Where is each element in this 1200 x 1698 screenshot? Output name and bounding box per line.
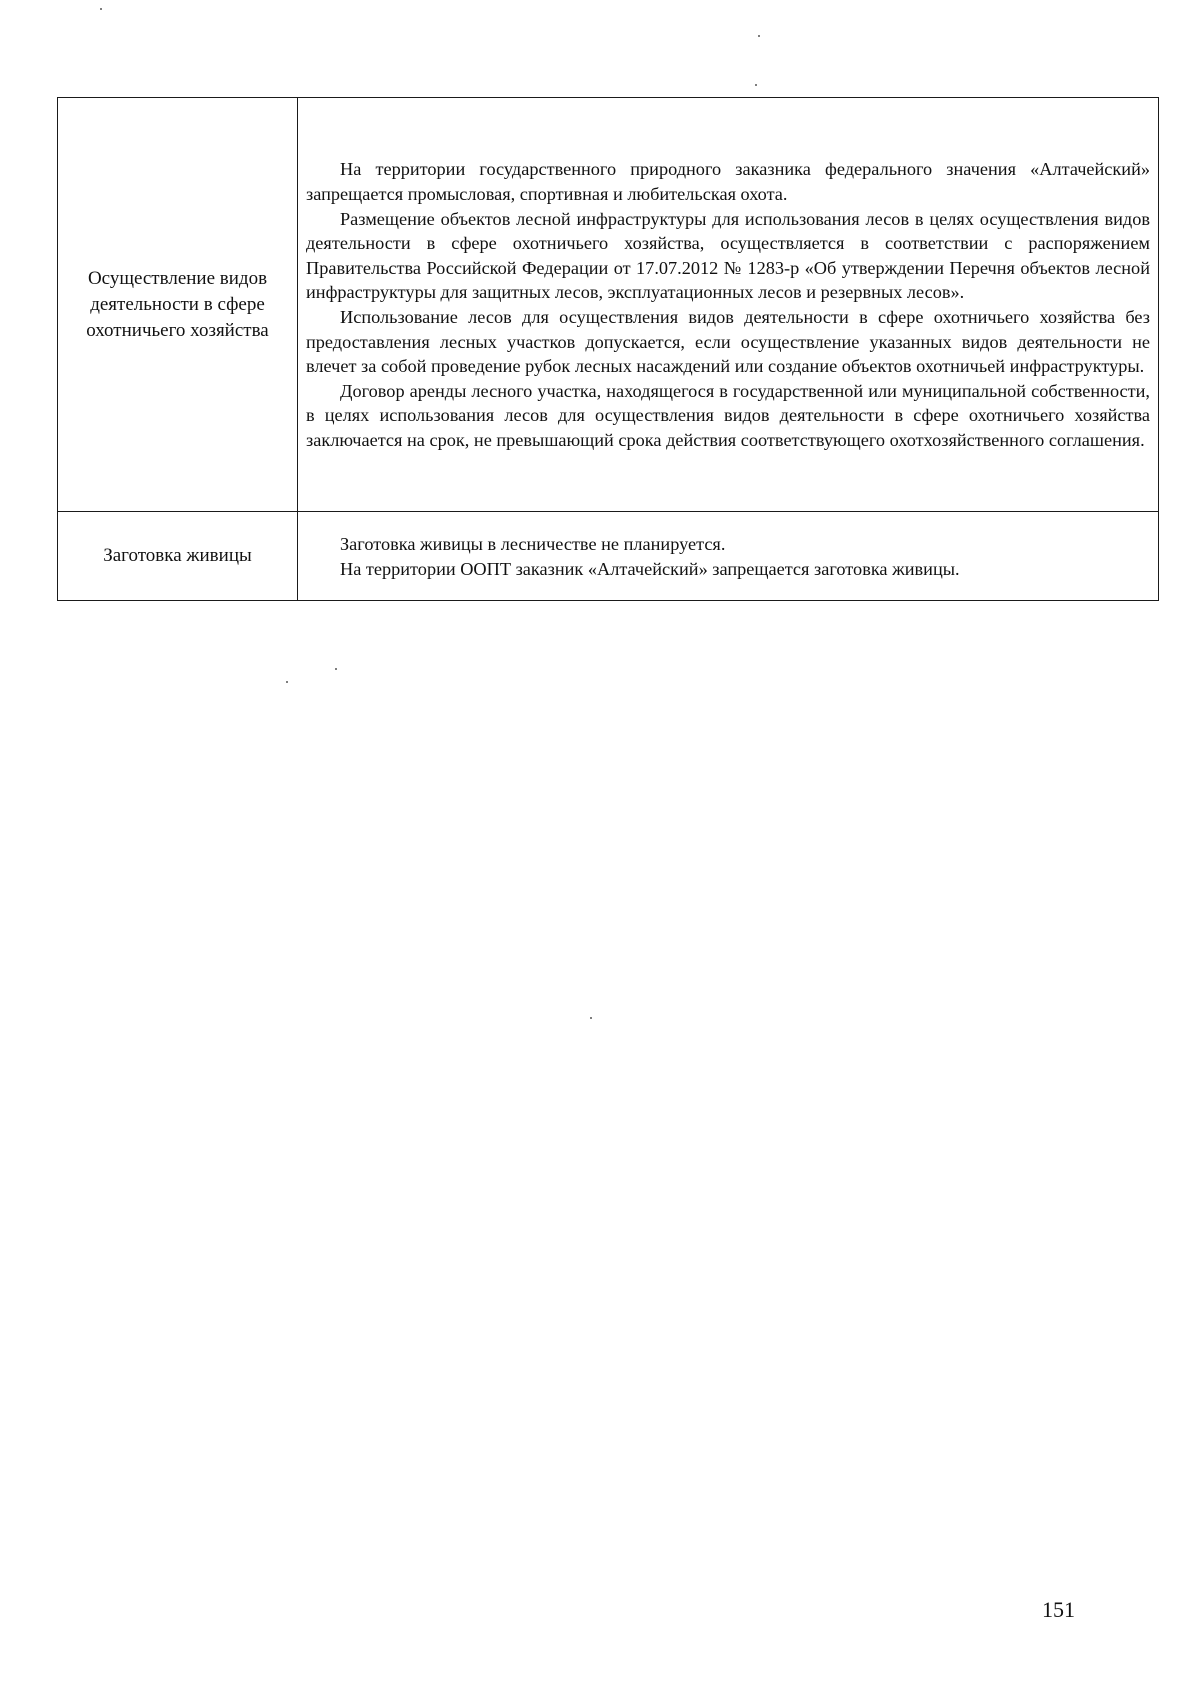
activity-label-cell [58,512,298,601]
regulation-paragraph: Договор аренды лесного участка, находящегося в государственной или муниципальной собственности, в целях использования лесов для осуществления видов деятельности в сфере охотничьего хозяйства заключается на срок, не превышающий срока действия соответствующего охотхозяйственного соглашения. [306,380,1150,450]
regulation-paragraph: Размещение объектов лесной инфраструктуры для использования лесов в целях осуществления видов деятельности в сфере охотничьего хозяйства, осуществляется в соответствии с распоряжением Правительства Российской Федерации от 17.07.2012 № 1283-р «Об утверждении Перечня объектов лесной инфраструктуры для защитных лесов, эксплуатационных лесов и резервных лесов». [306,208,1150,303]
activity-label: Заготовка живицы [103,545,252,566]
table-row [58,98,1159,512]
regulation-text-cell [298,512,1159,601]
regulation-paragraph: Использование лесов для осуществления видов деятельности в сфере охотничьего хозяйства без предоставления лесных участков допускается, если осуществление указанных видов деятельности не влечет за собой проведение рубок лесных насаждений или создание объектов охотничьей инфраструктуры. [306,307,1150,377]
scan-speck [100,8,102,10]
regulation-paragraph: На территории государственного природного заказника федерального значения «Алтачейский» запрещается промысловая, спортивная и любительская охота. [306,159,1150,205]
scan-speck [590,1017,592,1019]
regulation-text-cell [298,98,1159,512]
scan-speck [755,84,757,86]
scan-speck [335,668,337,670]
regulation-paragraph: На территории ООПТ заказник «Алтачейский» запрещается заготовка живицы. [340,558,960,579]
scan-speck [286,681,288,683]
table-row [58,512,1159,601]
page-number: 151 [1042,1597,1075,1622]
activity-label-cell [58,98,298,512]
activity-label: Осуществление видов деятельности в сфере охотничьего хозяйства [86,267,269,341]
regulation-paragraph: Заготовка живицы в лесничестве не планируется. [340,533,726,554]
forest-use-table [57,97,1159,601]
scan-speck [758,35,760,37]
